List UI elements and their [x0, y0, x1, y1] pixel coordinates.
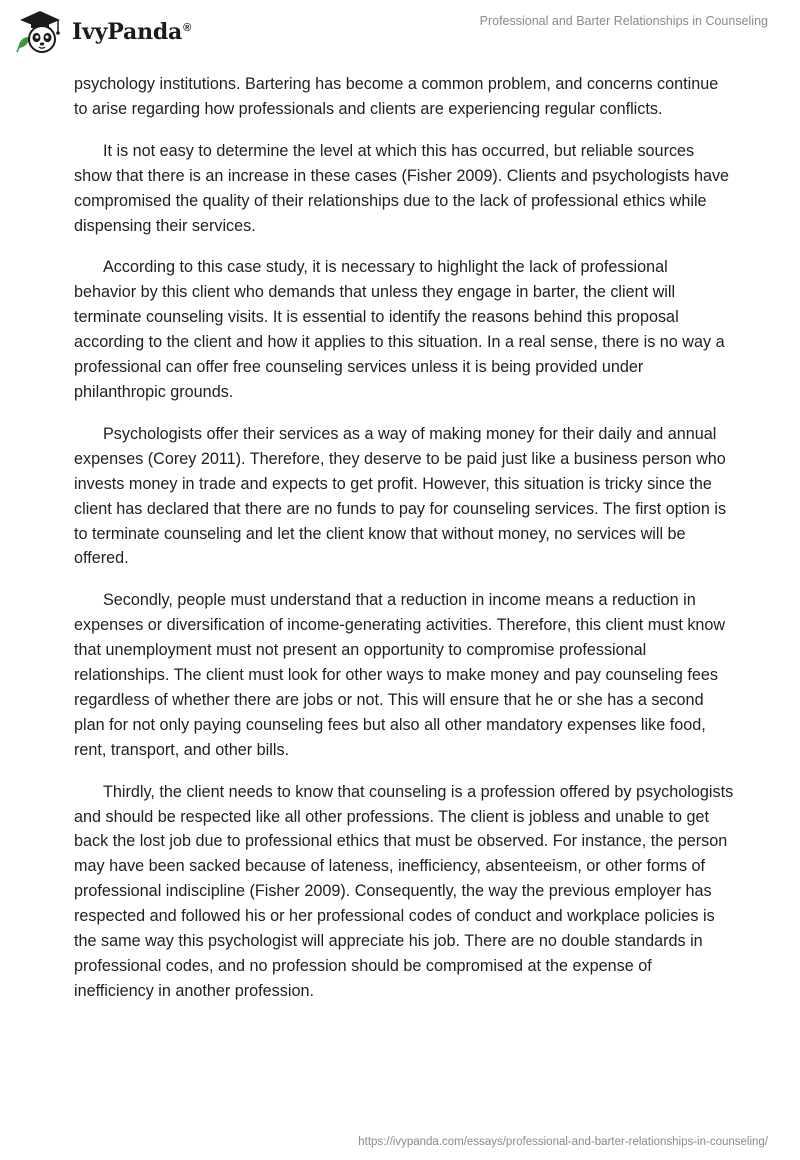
paragraph: It is not easy to determine the level at which this has occurred, but reliable sources show that there is an increase in these cases (Fisher 2009). Clients and psychologists have compromised the quality of their relationships due to the lack of professional ethics while dispensing their services. — [74, 141, 730, 235]
paragraph: Psychologists offer their services as a way of making money for their daily and annual expenses (Corey 2011). Therefore, they deserve to be paid just like a business person who invests money in trade and expects to get profit. However, this situation is tricky since the client has declared that there are no funds to pay for counseling services. The first option is to terminate counseling and let the client know that without money, no services will be offered. — [74, 424, 727, 568]
paragraph: psychology institutions. Bartering has become a common problem, and concerns continue to arise regarding how professionals and clients are experiencing regular conflicts. — [74, 75, 719, 118]
essay-body — [74, 72, 734, 1021]
logo-wordmark — [72, 19, 191, 45]
paragraph: Thirdly, the client needs to know that counseling is a profession offered by psychologists and should be respected like all other professions. The client is jobless and unable to get back the lost job due to professional ethics that must be observed. For instance, the person may have been sacked because of lateness, inefficiency, absenteeism, or other forms of professional indiscipline (Fisher 2009). Consequently, the way the previous employer has respected and followed his or her professional codes of conduct and workplace policies is the same way this psychologist will appreciate his job. There are no double standards in professional codes, and no profession should be compromised at the expense of inefficiency in another profession. — [74, 782, 734, 1000]
paragraph: According to this case study, it is necessary to highlight the lack of professional behavior by this client who demands that unless they engage in barter, the client will terminate counseling visits. It is essential to identify the reasons behind this proposal according to the client and how it applies to this situation. In a real sense, there is no way a professional can offer free counseling services unless it is being provided under philanthropic grounds. — [74, 258, 725, 401]
ivypanda-logo[interactable] — [14, 8, 191, 54]
logo-text: IvyPanda — [72, 19, 183, 45]
document-title: Professional and Barter Relationships in Counseling — [479, 14, 768, 28]
paragraph: Secondly, people must understand that a reduction in income means a reduction in expenses or diversification of income-generating activities. Therefore, this client must know that unemployment must not present an opportunity to compromise professional relationships. The client must look for other ways to make money and pay counseling fees regardless of whether there are jobs or not. This will ensure that he or she has a second plan for not only paying counseling fees but also all other mandatory expenses like food, rent, transport, and other bills. — [74, 591, 726, 759]
registered-mark: ® — [183, 22, 192, 34]
panda-graduate-icon — [14, 8, 66, 54]
page-header — [0, 0, 800, 70]
source-url[interactable]: https://ivypanda.com/essays/professional-and-barter-relationships-in-counseling/ — [358, 1136, 768, 1148]
